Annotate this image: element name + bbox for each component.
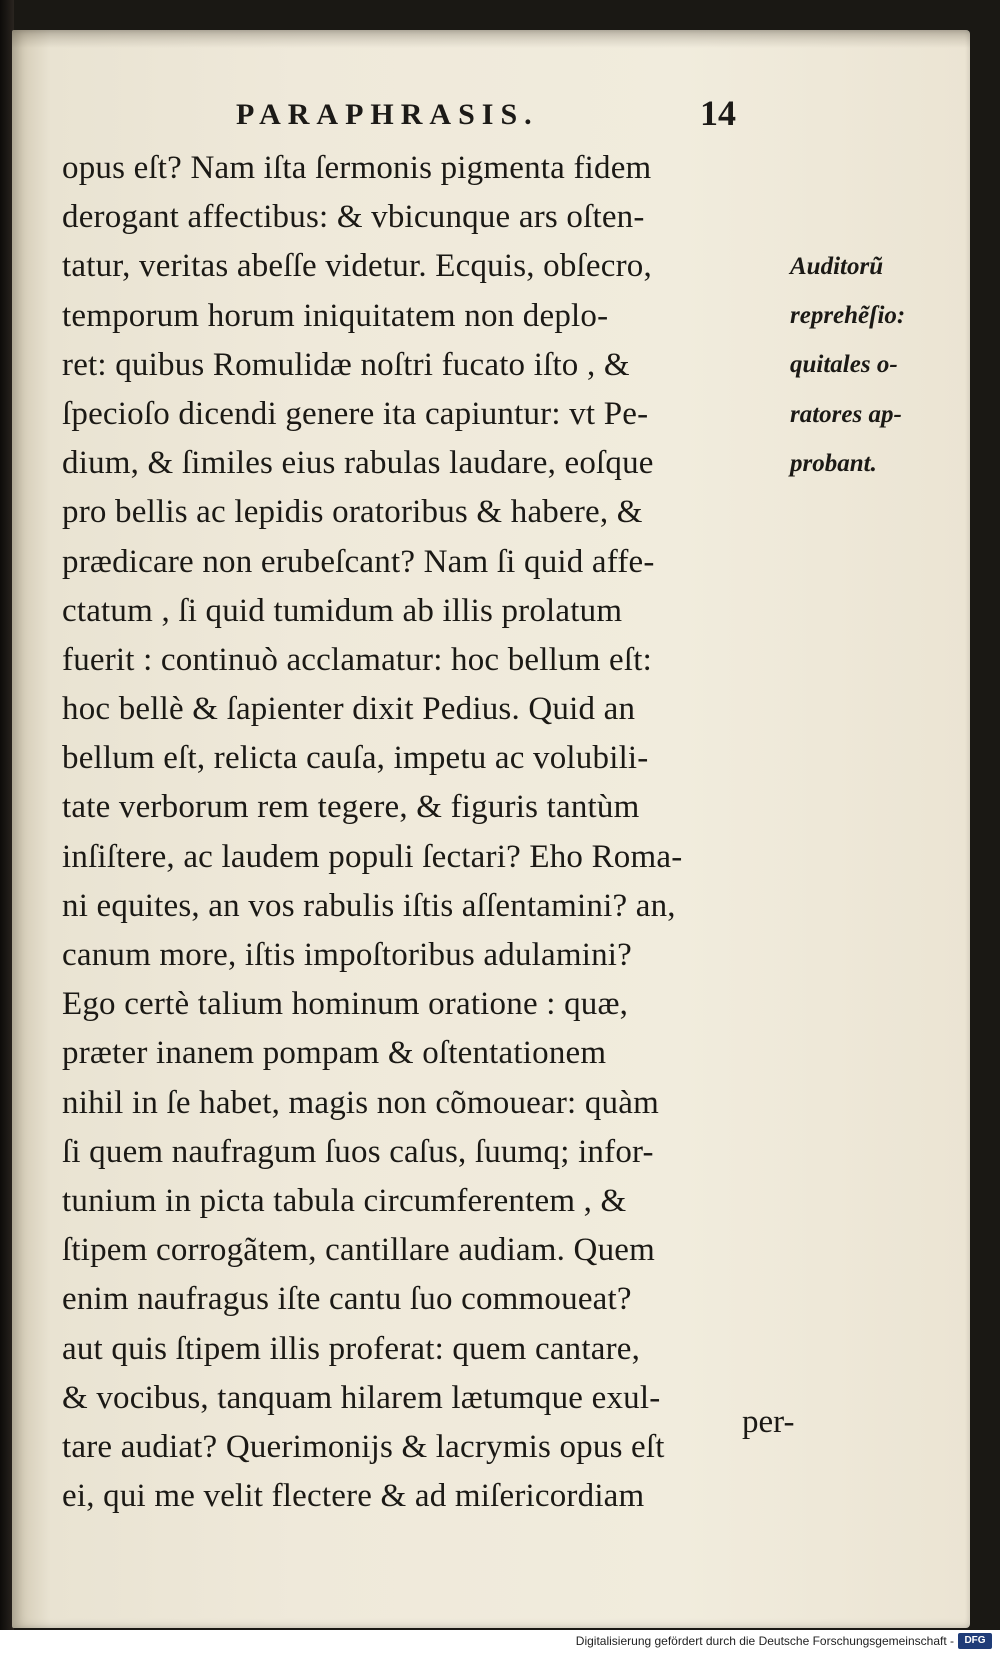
text-line: & vocibus, tanquam hilarem lætumque exul-: [62, 1379, 661, 1416]
text-line: tate verborum rem tegere, & figuris tantùm: [62, 789, 640, 826]
text-line: fuerit : continuò acclamatur: hoc bellum eſt:: [62, 641, 652, 678]
running-head: PARAPHRASIS.: [236, 98, 539, 131]
text-line: ni equites, an vos rabulis iſtis aſſentamini? an,: [62, 887, 676, 924]
marginal-note-line: Auditorũ: [790, 253, 884, 280]
text-line: nihil in ſe habet, magis non cõmouear: quàm: [62, 1084, 659, 1121]
text-line: Ego certè talium hominum oratione : quæ,: [62, 986, 629, 1023]
text-line: ei, qui me velit flectere & ad miſericordiam: [62, 1478, 645, 1515]
marginal-note: [790, 242, 960, 488]
text-line: ſtipem corrogãtem, cantillare audiam. Quem: [62, 1232, 656, 1269]
text-line: tunium in picta tabula circumferentem , &: [62, 1182, 627, 1219]
text-line: enim naufragus iſte cantu ſuo commoueat?: [62, 1281, 632, 1318]
text-line: derogant affectibus: & vbicunque ars oſten-: [62, 199, 645, 236]
text-line: prædicare non erubeſcant? Nam ſi quid affe-: [62, 543, 655, 580]
marginal-note-line: reprehẽſio:: [790, 302, 906, 330]
marginal-note-line: probant.: [790, 449, 877, 477]
text-line: hoc bellè & ſapienter dixit Pedius. Quid an: [62, 691, 636, 728]
text-line: aut quis ſtipem illis proferat: quem cantare,: [62, 1330, 641, 1367]
footer-bar: [0, 1630, 1000, 1654]
text-line: tatur, veritas abeſſe videtur. Ecquis, obſecro,: [62, 248, 652, 285]
text-line: pro bellis ac lepidis oratoribus & habere, &: [62, 494, 643, 531]
text-line: bellum eſt, relicta cauſa, impetu ac volubili-: [62, 740, 649, 777]
page-number: 14: [700, 93, 736, 133]
text-line: ſpecioſo dicendi genere ita capiuntur: vt Pe-: [62, 395, 649, 432]
text-line: ſi quem naufragum ſuos caſus, ſuumq; infor-: [62, 1133, 654, 1170]
text-line: inſiſtere, ac laudem populi ſectari? Eho Roma-: [62, 838, 683, 875]
body-text: [62, 144, 822, 1521]
text-line: opus eſt? Nam iſta ſermonis pigmenta fidem: [62, 150, 652, 186]
text-line: præter inanem pompam & oſtentationem: [62, 1035, 607, 1072]
funding-credit: Digitalisierung gefördert durch die Deutsche Forschungsgemeinschaft -: [575, 1634, 954, 1648]
page-top-shadow: [12, 30, 970, 48]
marginal-note-line: quitales o-: [790, 351, 898, 379]
text-line: tare audiat? Querimonijs & lacrymis opus eſt: [62, 1428, 665, 1465]
text-line: canum more, iſtis impoſtoribus adulamini?: [62, 937, 633, 973]
dfg-logo: DFG: [958, 1633, 992, 1649]
text-line: ret: quibus Romulidæ noſtri fucato iſto , &: [62, 346, 630, 383]
catchword: per-: [742, 1404, 795, 1440]
text-line: temporum horum iniquitatem non deplo-: [62, 297, 609, 334]
marginal-note-line: ratores ap-: [790, 400, 902, 428]
text-line: ctatum , ſi quid tumidum ab illis prolatum: [62, 592, 623, 629]
text-line: dium, & ſimiles eius rabulas laudare, eoſque: [62, 445, 654, 482]
